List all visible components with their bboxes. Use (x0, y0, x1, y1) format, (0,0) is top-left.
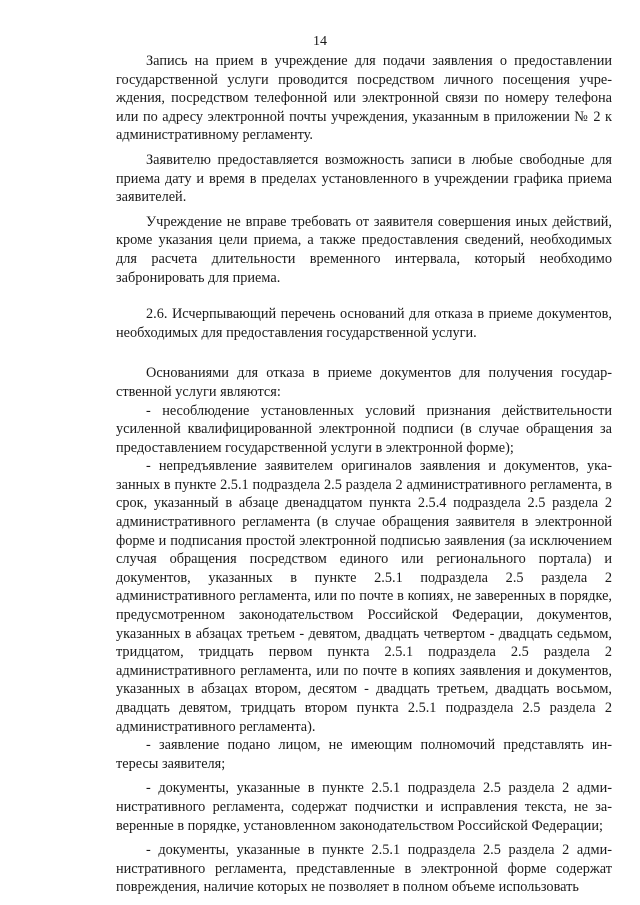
paragraph-institution-restrictions: Учреждение не вправе требовать от заявителя совершения иных действий, кроме указания цели приема, а также предоставления сведений, необходимых для расчета длительности временного интервала, который необходимо забронировать для приема. (116, 213, 612, 286)
document-body (116, 52, 612, 897)
list-item-corrections: - документы, указанные в пункте 2.5.1 подраздела 2.5 раздела 2 административного регламента, содержат подчистки и исправления текста, не заверенные в порядке, установленном законодательством Российской Федерации; (116, 780, 612, 834)
list-item-signature-validity: - несоблюдение установленных условий признания действительности усиленной квалифицированной электронной подписи (в случае обращения за предоставлением государственной услуги в электронной форме); (116, 402, 612, 456)
section-heading-2-6: 2.6. Исчерпывающий перечень оснований для отказа в приеме документов, необходимых для предоставления государственной услуги. (116, 306, 612, 341)
paragraph-appointment-booking: Запись на прием в учреждение для подачи заявления о предоставлении государственной услуги проводится посредством личного посещения учреждения, посредством телефонной или электронной связи по номеру телефона или по адресу электронной почты учреждения, указанным в приложении № 2 к административному регламенту. (116, 53, 612, 144)
paragraph-appointment-slots: Заявителю предоставляется возможность записи в любые свободные для приема дату и время в пределах установленного в учреждении графика приема заявителей. (116, 151, 612, 206)
page-number: 14 (313, 34, 327, 49)
paragraph-refusal-grounds-intro: Основаниями для отказа в приеме документов для получения государственной услуги являются: (116, 365, 612, 400)
list-item-damaged-documents: - документы, указанные в пункте 2.5.1 подраздела 2.5 раздела 2 административного регламента, представленные в электронной форме содержат повреждения, наличие которых не позволяет в полном объеме использовать (116, 842, 612, 896)
list-item-originals-not-presented: - непредъявление заявителем оригиналов заявления и документов, указанных в пункте 2.5.1 подраздела 2.5 раздела 2 административного регламента, в срок, указанный в абзаце двенадцатом пункта 2.5.4 подраздела 2.5 раздела 2 административного регламента (в случае обращения заявителя в электронной форме и подписания простой электронной подписью заявления (за исключением случая обращения посредством единого или регионального портала) и документов, указанных в пункте 2.5.1 подраздела 2.5 раздела 2 административного регламента, или по почте в копиях, не заверенных в порядке, предусмотренном законодательством Российской Федерации, документов, указанных в абзацах третьем - девятом, двадцать четвертом - двадцать седьмом, тридцатом, тридцать первом пункта 2.5.1 подраздела 2.5 раздела 2 административного регламента, или по почте в копиях заявления и документов, указанных в абзацах втором, десятом - двадцать третьем, двадцать восьмом, двадцать девятом, тридцать втором пункта 2.5.1 подраздела 2.5 раздела 2 административного регламента). (116, 458, 612, 735)
list-item-no-authority: - заявление подано лицом, не имеющим полномочий представлять интересы заявителя; (116, 737, 612, 772)
